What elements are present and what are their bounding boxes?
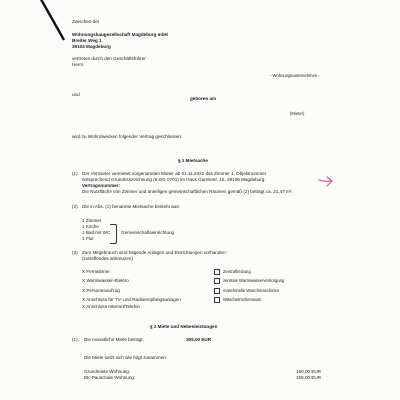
section1-p3-line2: (zutreffendes ankreuzen) bbox=[82, 256, 133, 261]
room-item: 1 Bad mit WC bbox=[82, 230, 111, 235]
zwischen-text: Zwischen der bbox=[72, 19, 100, 24]
facility-unchecked-item: Zentralheizung bbox=[223, 269, 251, 274]
facility-checked-item: X Anschluss Internet/Telefon bbox=[82, 304, 140, 309]
brace-mark bbox=[110, 224, 117, 244]
facility-checkbox[interactable] bbox=[214, 269, 220, 275]
mieter-label: (Mieter) bbox=[290, 111, 305, 116]
section1-p3-line1: Zum Mitgebrauch sind folgende Anlagen und Einrichtungen vorhanden: bbox=[82, 250, 227, 255]
room-item: 1 Küche bbox=[82, 224, 99, 229]
folded-corner-mark bbox=[36, 0, 66, 42]
company-street: Breiter Weg 1 bbox=[72, 38, 102, 43]
section1-p3-num: (3) bbox=[72, 250, 78, 255]
facility-checkbox[interactable] bbox=[214, 278, 220, 284]
herrn-text: Herrn bbox=[72, 62, 84, 67]
facility-unchecked-item: maschinelle Waschmaschinen bbox=[223, 288, 280, 293]
section1-p1-line2: entsprechend Grundrisszeichnung (6.OG 0701) im Haus Garelestr. 15, 39106 Magdeburg. bbox=[82, 177, 266, 182]
section1-p2-text: Die in Abs. (1) benannte Mietsache besteht aus: bbox=[82, 204, 180, 209]
facility-checked-item: X Anschluss für TV- und Radioempfangsanlagen bbox=[82, 297, 181, 302]
section2-title: § 2 Miete und Nebenleistungen bbox=[150, 324, 218, 329]
section2-p1-text: Die monatliche Miete beträgt: bbox=[84, 337, 144, 342]
section1-p1-num: (1) bbox=[72, 171, 78, 176]
section1-p1-line1: Der Vermieter vermietet vorgenannten Mieter ab 01.11.2022 das Zimmer 1, Objektnummer bbox=[82, 171, 267, 176]
rent-row-label: Grundmiete Wohnung: bbox=[84, 369, 131, 374]
und-text: und bbox=[72, 92, 80, 97]
gemeinschaft-label: Gemeinschaftseinrichtung bbox=[121, 230, 175, 235]
facility-checked-item: X Fernwärme bbox=[82, 269, 110, 274]
section1-p2-num: (2) bbox=[72, 204, 78, 209]
intro-text: wird zu Wohnzwecken folgender Vertrag geschlossen: bbox=[72, 134, 183, 139]
handwritten-arrow-annotation bbox=[318, 176, 334, 190]
section1-p1-line3: Vertragsnummer: bbox=[82, 183, 121, 188]
section2-p1-num: (1) bbox=[72, 337, 78, 342]
facility-checked-item: X Personenaufzug bbox=[82, 288, 120, 293]
facility-checkbox[interactable] bbox=[214, 297, 220, 303]
monthly-rent-amount: 305,00 EUR bbox=[186, 337, 212, 342]
company-name: Wohnungsbaugesellschaft Magdeburg mbH bbox=[72, 32, 168, 37]
room-item: 1 Zimmer bbox=[82, 218, 102, 223]
vertreten-text: vertreten durch den Geschäftsführer bbox=[72, 56, 146, 61]
facility-unchecked-item: Wäschetrockenraum bbox=[223, 297, 262, 302]
facility-unchecked-item: zentrale Warmwasserversorgung bbox=[223, 278, 285, 283]
geboren-am-label: geboren am bbox=[190, 96, 217, 101]
company-city: 39104 Magdeburg bbox=[72, 44, 111, 49]
room-item: 1 Flur bbox=[82, 236, 94, 241]
rent-breakdown-intro: Die Miete setzt sich wie folgt zusammen: bbox=[84, 355, 167, 360]
facility-checked-item: X Warmwasser-Elektro bbox=[82, 278, 129, 283]
rent-row-amount: 155,00 EUR bbox=[296, 375, 322, 380]
rent-row-amount: 150,00 EUR bbox=[296, 369, 322, 374]
section1-title: § 1 Mietsache bbox=[178, 158, 208, 163]
rent-row-label: BK-Pauschale Wohnung: bbox=[84, 375, 136, 380]
wohnungsunternehmen-label: - Wohnungsunternehmen - bbox=[270, 73, 320, 78]
section1-p1-line4: Die Nutzfläche von Zimmer und anteiligen gemeinschaftlichen Räumen gemäß (2) beträgt ca. 21,47 m². bbox=[82, 189, 293, 194]
facility-checkbox[interactable] bbox=[214, 288, 220, 294]
